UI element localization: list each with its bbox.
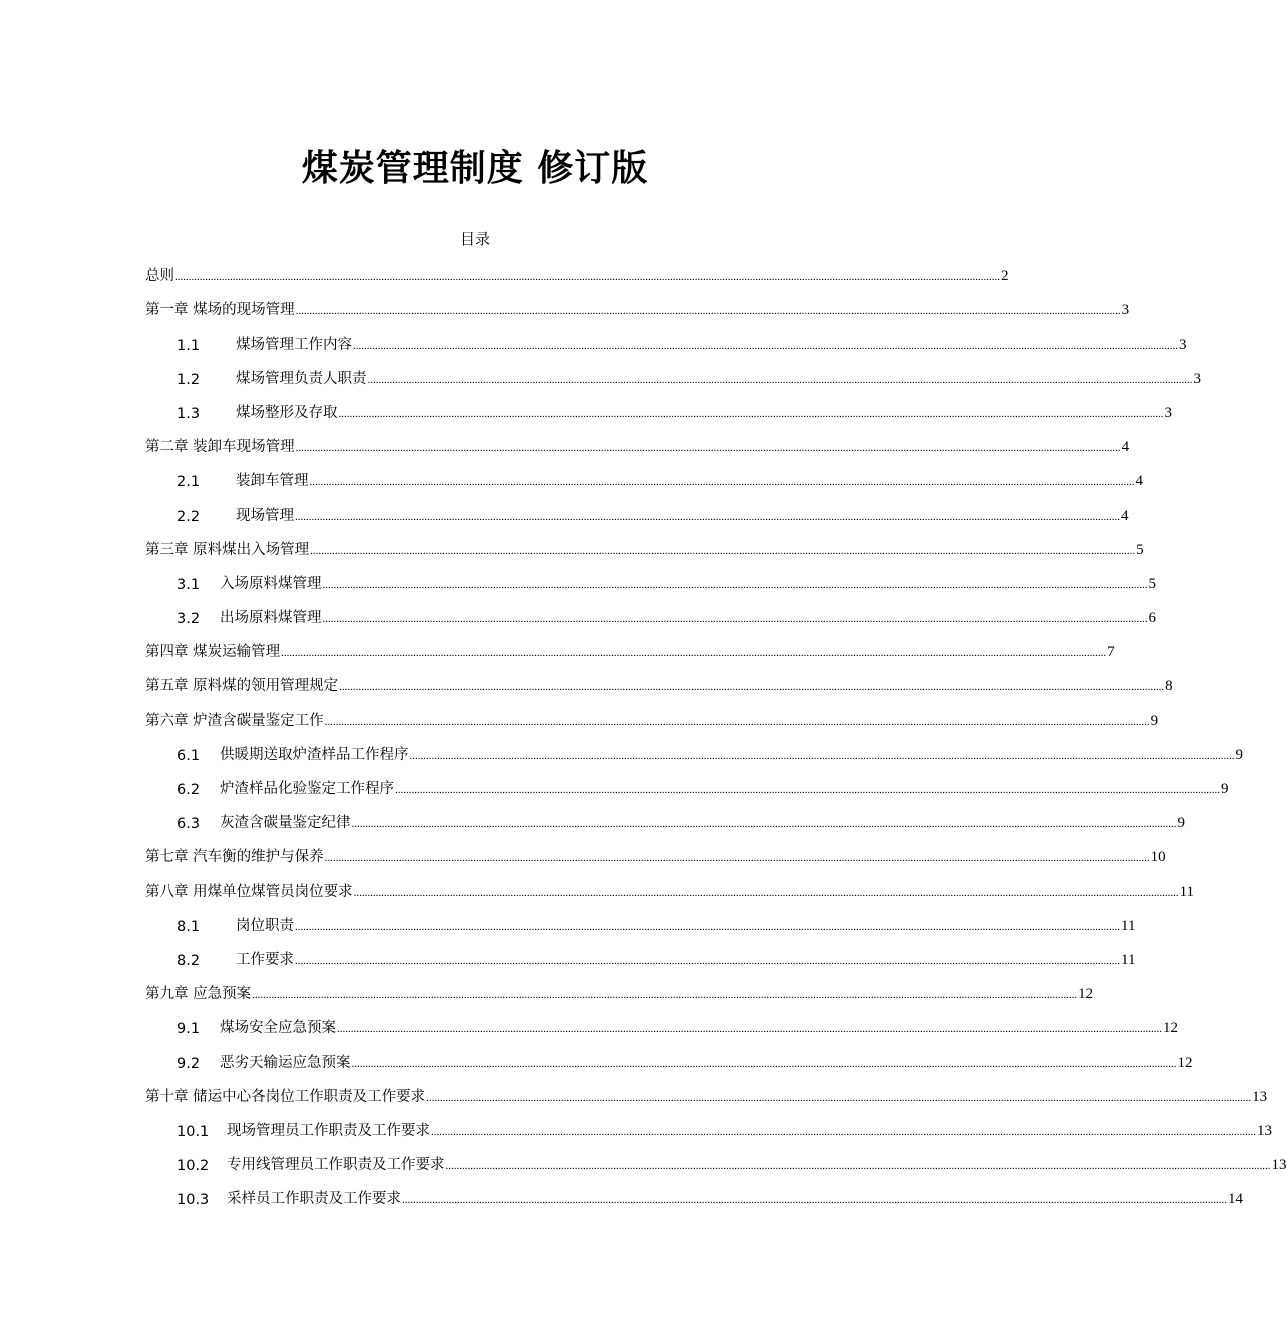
toc-section-number: 2.1 [177, 474, 201, 491]
toc-leader-dots: ............................................................................................................................................................................................................................................................................................................ [339, 681, 1165, 694]
toc-leader-dots: ............................................................................................................................................................................................................................................................................................................ [252, 989, 1078, 1002]
toc-leader-dots: ............................................................................................................................................................................................................................................................................................................ [309, 476, 1135, 489]
toc-section-number: 8.2 [177, 952, 201, 969]
toc-page-number: 4 [1121, 439, 1130, 456]
toc-leader-dots: ............................................................................................................................................................................................................................................................................................................ [409, 749, 1235, 762]
toc-entry-text: 采样员工作职责及工作要求 [227, 1191, 401, 1208]
toc-leader-dots: ............................................................................................................................................................................................................................................................................................................ [310, 544, 1136, 557]
toc-section-number: 6.3 [177, 816, 201, 833]
toc-entry-text: 第四章 煤炭运输管理 [145, 644, 281, 661]
toc-entry-text: 工作要求 [236, 951, 294, 968]
toc-leader-dots: ............................................................................................................................................................................................................................................................................................................ [445, 1160, 1271, 1173]
toc-page-number: 5 [1148, 575, 1156, 592]
toc-section-number: 1.3 [177, 405, 201, 422]
toc-section-number: 1.2 [177, 371, 201, 388]
toc-leader-dots: ............................................................................................................................................................................................................................................................................................................ [322, 613, 1148, 626]
toc-entry-text: 煤场整形及存取 [236, 404, 338, 421]
toc-page-number: 13 [1252, 1088, 1268, 1105]
toc-entry-text: 恶劣天输运应急预案 [220, 1054, 351, 1071]
toc-page-number: 13 [1271, 1157, 1287, 1174]
toc-section-entry[interactable] [145, 463, 1143, 497]
toc-entry-text: 现场管理员工作职责及工作要求 [227, 1122, 430, 1139]
toc-page-number: 4 [1135, 473, 1143, 490]
toc-leader-dots: ............................................................................................................................................................................................................................................................................................................ [426, 1091, 1252, 1104]
toc-chapter-entry[interactable] [145, 258, 1009, 292]
toc-entry-text: 第二章 装卸车现场管理 [145, 439, 295, 456]
toc-section-number: 10.2 [177, 1158, 210, 1175]
toc-section-entry[interactable] [145, 361, 1201, 395]
toc-entry-text: 煤场管理工作内容 [236, 336, 352, 353]
toc-section-entry[interactable] [145, 1044, 1193, 1078]
toc-entry-text: 第三章 原料煤出入场管理 [145, 541, 310, 558]
toc-section-entry[interactable] [145, 771, 1229, 805]
toc-page-number: 4 [1121, 507, 1129, 524]
toc-page-number: 9 [1235, 746, 1243, 763]
toc-entry-text: 炉渣样品化验鉴定工作程序 [220, 781, 394, 797]
toc-section-number: 8.1 [177, 918, 201, 935]
toc-page-number: 14 [1228, 1191, 1243, 1208]
toc-entry-text: 煤场管理负责人职责 [236, 370, 367, 387]
toc-section-entry[interactable] [145, 1113, 1272, 1147]
toc-section-entry[interactable] [145, 1181, 1243, 1215]
toc-section-number: 9.1 [177, 1021, 201, 1038]
toc-leader-dots: ............................................................................................................................................................................................................................................................................................................ [395, 784, 1220, 796]
toc-leader-dots: ............................................................................................................................................................................................................................................................................................................ [322, 578, 1148, 591]
toc-section-number: 6.1 [177, 747, 201, 764]
toc-page-number: 7 [1107, 644, 1115, 661]
toc-entry-text: 煤场安全应急预案 [220, 1020, 336, 1037]
toc-section-number: 6.2 [177, 782, 201, 798]
toc-entry-text: 第九章 应急预案 [145, 986, 252, 1003]
toc-section-entry[interactable] [145, 1147, 1287, 1181]
toc-leader-dots: ............................................................................................................................................................................................................................................................................................................ [353, 339, 1178, 352]
toc-chapter-entry[interactable] [145, 873, 1195, 907]
toc-entry-text: 第六章 炉渣含碳量鉴定工作 [145, 712, 324, 729]
toc-page-number: 6 [1148, 610, 1156, 627]
toc-leader-dots: ............................................................................................................................................................................................................................................................................................................ [431, 1125, 1256, 1138]
toc-section-number: 9.2 [177, 1055, 201, 1072]
toc-section-entry[interactable] [145, 395, 1172, 429]
toc-chapter-entry[interactable] [145, 1079, 1268, 1113]
toc-heading: 目录 [459, 230, 490, 248]
toc-section-number: 2.2 [177, 508, 201, 525]
toc-chapter-entry[interactable] [145, 429, 1130, 463]
toc-section-number: 1.1 [177, 337, 201, 354]
toc-page-number: 9 [1221, 781, 1229, 797]
toc-page-number: 3 [1179, 336, 1187, 353]
toc-chapter-entry[interactable] [145, 976, 1094, 1010]
toc-leader-dots: ............................................................................................................................................................................................................................................................................................................ [295, 305, 1121, 318]
toc-page-number: 10 [1150, 849, 1166, 866]
toc-leader-dots: ............................................................................................................................................................................................................................................................................................................ [351, 1057, 1177, 1070]
toc-leader-dots: ............................................................................................................................................................................................................................................................................................................ [337, 1023, 1162, 1036]
toc-leader-dots: ............................................................................................................................................................................................................................................................................................................ [324, 715, 1150, 728]
toc-page-number: 12 [1163, 1020, 1178, 1037]
toc-entry-text: 出场原料煤管理 [220, 610, 322, 627]
toc-entry-text: 入场原料煤管理 [220, 575, 322, 592]
toc-entry-text: 第八章 用煤单位煤管员岗位要求 [145, 883, 353, 900]
toc-leader-dots: ............................................................................................................................................................................................................................................................................................................ [295, 442, 1121, 455]
toc-page-number: 11 [1179, 883, 1195, 900]
toc-page-number: 12 [1177, 1054, 1193, 1071]
toc-leader-dots: ............................................................................................................................................................................................................................................................................................................ [281, 647, 1107, 660]
toc-section-entry[interactable] [145, 908, 1136, 942]
toc-section-number: 10.3 [177, 1192, 210, 1209]
toc-entry-text: 第十章 储运中心各岗位工作职责及工作要求 [145, 1088, 426, 1105]
toc-leader-dots: ............................................................................................................................................................................................................................................................................................................ [295, 920, 1120, 933]
toc-section-entry[interactable] [145, 326, 1187, 360]
toc-entry-text: 供暖期送取炉渣样品工作程序 [220, 746, 409, 763]
toc-chapter-entry[interactable] [145, 532, 1144, 566]
toc-entry-text: 第七章 汽车衡的维护与保养 [145, 849, 324, 866]
toc-entry-text: 装卸车管理 [236, 473, 309, 490]
toc-page-number: 3 [1164, 404, 1172, 421]
toc-page-number: 9 [1150, 712, 1159, 729]
toc-chapter-entry[interactable] [145, 634, 1115, 668]
toc-page-number: 3 [1121, 302, 1130, 319]
toc-page-number: 11 [1121, 917, 1136, 934]
toc-page-number: 12 [1078, 986, 1094, 1003]
toc-leader-dots: ............................................................................................................................................................................................................................................................................................................ [175, 271, 1000, 284]
toc-entry-text: 灰渣含碳量鉴定纪律 [220, 815, 351, 832]
toc-page-number: 2 [1001, 268, 1009, 285]
document-title: 煤炭管理制度 修订版 [301, 148, 649, 189]
toc-leader-dots: ............................................................................................................................................................................................................................................................................................................ [338, 407, 1164, 420]
toc-entry-text: 第五章 原料煤的领用管理规定 [145, 678, 339, 695]
toc-leader-dots: ............................................................................................................................................................................................................................................................................................................ [324, 852, 1150, 865]
toc-chapter-entry[interactable] [145, 839, 1166, 873]
toc-section-entry[interactable] [145, 566, 1156, 600]
toc-leader-dots: ............................................................................................................................................................................................................................................................................................................ [295, 954, 1120, 967]
toc-section-entry[interactable] [145, 805, 1185, 839]
toc-entry-text: 专用线管理员工作职责及工作要求 [227, 1157, 445, 1174]
toc-leader-dots: ............................................................................................................................................................................................................................................................................................................ [353, 886, 1179, 899]
toc-section-entry[interactable] [145, 497, 1129, 531]
toc-section-number: 10.1 [177, 1123, 210, 1140]
toc-section-number: 3.2 [177, 611, 201, 628]
toc-chapter-entry[interactable] [145, 668, 1173, 702]
toc-section-entry[interactable] [145, 942, 1136, 976]
toc-leader-dots: ............................................................................................................................................................................................................................................................................................................ [402, 1194, 1227, 1207]
toc-page-number: 5 [1136, 541, 1144, 558]
toc-section-entry[interactable] [145, 1010, 1178, 1044]
toc-entry-text: 第一章 煤场的现场管理 [145, 302, 295, 319]
toc-page-number: 13 [1257, 1122, 1272, 1139]
toc-leader-dots: ............................................................................................................................................................................................................................................................................................................ [295, 510, 1120, 523]
toc-page-number: 9 [1177, 815, 1185, 832]
table-of-contents [145, 258, 1287, 1215]
toc-leader-dots: ............................................................................................................................................................................................................................................................................................................ [367, 373, 1193, 386]
toc-section-entry[interactable] [145, 737, 1243, 771]
toc-leader-dots: ............................................................................................................................................................................................................................................................................................................ [351, 818, 1177, 831]
toc-entry-text: 现场管理 [236, 507, 294, 524]
toc-page-number: 11 [1121, 951, 1136, 968]
toc-page-number: 8 [1165, 678, 1173, 695]
toc-chapter-entry[interactable] [145, 292, 1130, 326]
toc-section-entry[interactable] [145, 600, 1156, 634]
toc-chapter-entry[interactable] [145, 702, 1159, 736]
toc-entry-text: 总则 [145, 268, 174, 285]
toc-section-number: 3.1 [177, 576, 201, 593]
toc-entry-text: 岗位职责 [236, 917, 294, 934]
toc-page-number: 3 [1193, 370, 1201, 387]
